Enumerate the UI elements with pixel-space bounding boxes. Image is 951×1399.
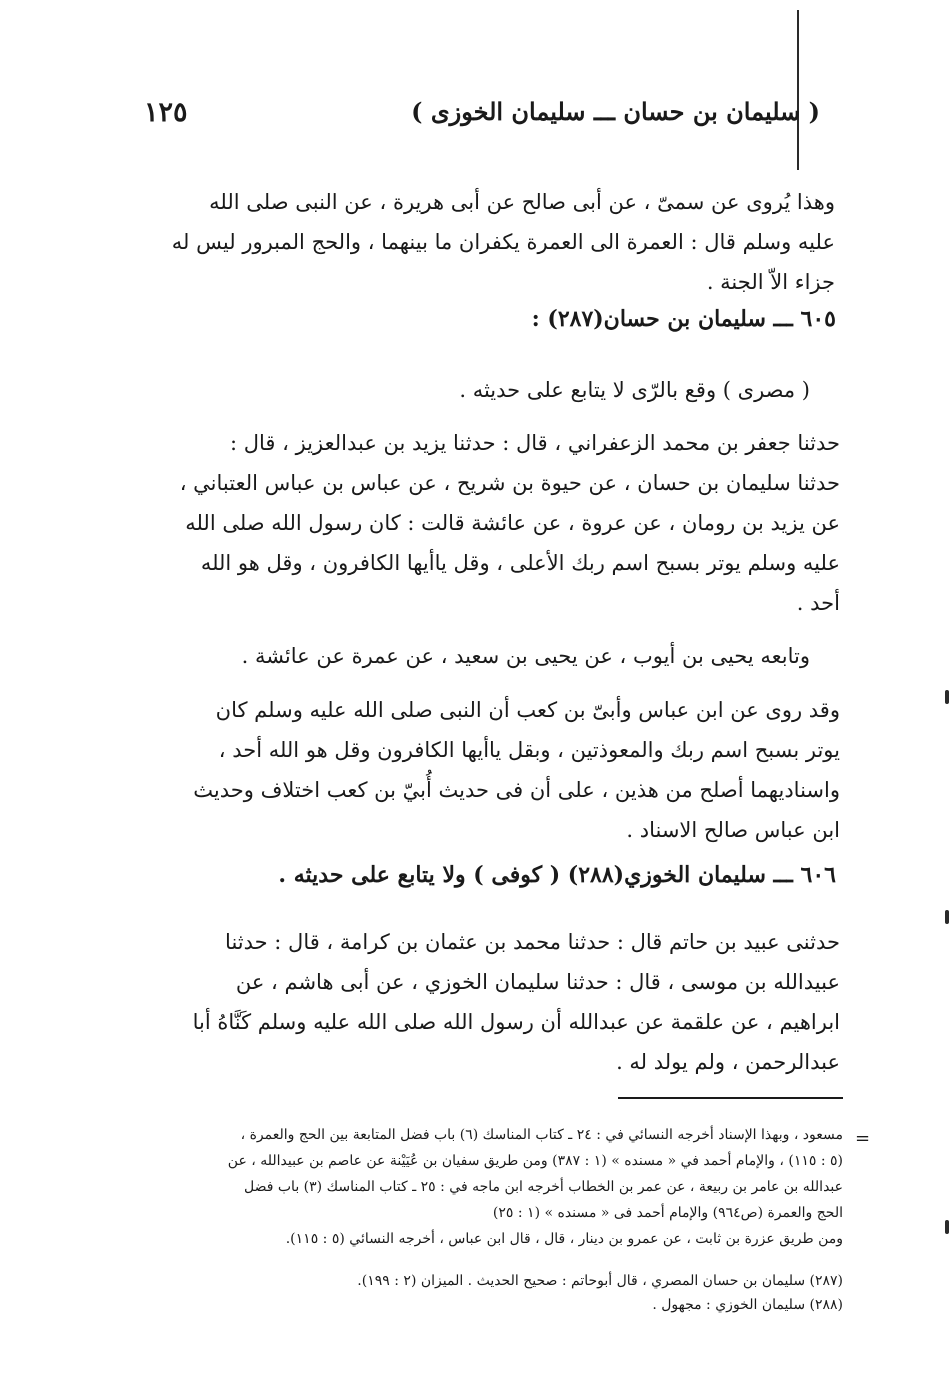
footnote-line: مسعود ، وبهذا الإسناد أخرجه النسائي في : ٢٤ ـ كتاب المناسك (٦) باب فضل المتابعة بين الحج والعمرة ، bbox=[240, 1127, 843, 1143]
scan-mark bbox=[945, 690, 949, 704]
entry-606-heading: ٦٠٦ ـــ سليمان الخوزي(٢٨٨) ( كوفى ) ولا يتابع على حديثه . bbox=[278, 862, 836, 888]
entry-605-heading: ٦٠٥ ـــ سليمان بن حسان(٢٨٧) : bbox=[531, 306, 836, 332]
scan-mark bbox=[945, 910, 949, 924]
entry-605-note bbox=[380, 370, 810, 410]
footnote-line: (٢٨٨) سليمان الخوزي : مجهول . bbox=[652, 1297, 843, 1313]
text-line: وهذا يُروى عن سمىّ ، عن أبى صالح عن أبى هريرة ، عن النبى صلى الله bbox=[209, 190, 835, 214]
footnote-line: ومن طريق عزرة بن ثابت ، عن عمرو بن دينار ، قال ، قال ابن عباس ، أخرجه النسائي (٥ : ١١٥). bbox=[285, 1231, 843, 1247]
text-line: عبدالرحمن ، ولم يولد له . bbox=[616, 1050, 840, 1074]
page-number: ١٢٥ bbox=[144, 97, 188, 128]
text-line: وتابعه يحيى بن أيوب ، عن يحيى بن سعيد ، عن عمرة عن عائشة . bbox=[241, 644, 810, 668]
text-line: عليه وسلم قال : العمرة الى العمرة يكفران ما بينهما ، والحج المبرور ليس له bbox=[171, 230, 835, 254]
entry-605-paragraph-1 bbox=[150, 423, 840, 623]
text-line: عليه وسلم يوتر بسبح اسم ربك الأعلى ، وقل ياأيها الكافرون ، وقل هو الله bbox=[200, 551, 840, 575]
footnote-continued bbox=[123, 1122, 843, 1252]
entry-606-paragraph-1 bbox=[150, 922, 840, 1082]
text-line: عن يزيد بن رومان ، عن عروة ، عن عائشة قالت : كان رسول الله صلى الله bbox=[185, 511, 840, 535]
footnote-287 bbox=[357, 1268, 843, 1294]
footnote-separator bbox=[618, 1097, 843, 1099]
text-line: عبيدالله بن موسى ، قال : حدثنا سليمان الخوزي ، عن أبى هاشم ، عن bbox=[235, 970, 840, 994]
text-line: حدثنا جعفر بن محمد الزعفراني ، قال : حدثنا يزيد بن عبدالعزيز ، قال : bbox=[230, 431, 840, 455]
text-line: ابن عباس صالح الاسناد . bbox=[626, 818, 840, 842]
footnote-line: عبدالله بن عامر بن ربيعة ، عن عمر بن الخطاب أخرجه ابن ماجه في : ٢٥ ـ كتاب المناسك (٣) باب فضل bbox=[243, 1179, 843, 1195]
text-line: جزاء الاّ الجنة . bbox=[706, 270, 835, 294]
entry-605-paragraph-2 bbox=[150, 636, 810, 676]
continuation-mark: = bbox=[855, 1128, 871, 1149]
margin-rule bbox=[797, 10, 799, 170]
text-line: يوتر بسبح اسم ربك والمعوذتين ، وبقل ياأيها الكافرون وقل هو الله أحد ، bbox=[218, 738, 840, 762]
page-header bbox=[140, 95, 840, 135]
text-line: ( مصرى ) وقع بالرّى لا يتابع على حديثه . bbox=[459, 378, 810, 402]
intro-paragraph bbox=[145, 182, 835, 302]
footnote-line: (٥ : ١١٥) ، والإمام أحمد في « مسنده » (١ : ٣٨٧) ومن طريق سفيان بن عُيَيْنة عن عاصم بن عبيدالله ، عن bbox=[227, 1153, 843, 1169]
entry-605-paragraph-3 bbox=[150, 690, 840, 850]
text-line: ابراهيم ، عن علقمة عن عبدالله أن رسول الله صلى الله عليه وسلم كَنَّاهُ أبا bbox=[192, 1010, 840, 1034]
text-line: وقد روى عن ابن عباس وأبىّ بن كعب أن النبى صلى الله عليه وسلم كان bbox=[215, 698, 840, 722]
footnote-line: الحج والعمرة (ص٩٦٤) والإمام أحمد فى « مسنده » (١ : ٢٥) bbox=[492, 1205, 843, 1221]
running-title: ( سليمان بن حسان ـــ سليمان الخوزى ) bbox=[411, 97, 820, 126]
text-line: واسناديهما أصلح من هذين ، على أن فى حديث أُبيّ بن كعب اختلاف وحديث bbox=[193, 778, 840, 802]
text-line: حدثنى عبيد بن حاتم قال : حدثنا محمد بن عثمان بن كرامة ، قال : حدثنا bbox=[225, 930, 840, 954]
scan-mark bbox=[945, 1220, 949, 1234]
text-line: أحد . bbox=[796, 591, 840, 615]
footnote-line: (٢٨٧) سليمان بن حسان المصري ، قال أبوحاتم : صحيح الحديث . الميزان (٢ : ١٩٩). bbox=[357, 1273, 843, 1289]
footnote-288 bbox=[652, 1292, 843, 1318]
text-line: حدثنا سليمان بن حسان ، عن حيوة بن شريح ، عن عباس بن عباس العتباني ، bbox=[179, 471, 840, 495]
